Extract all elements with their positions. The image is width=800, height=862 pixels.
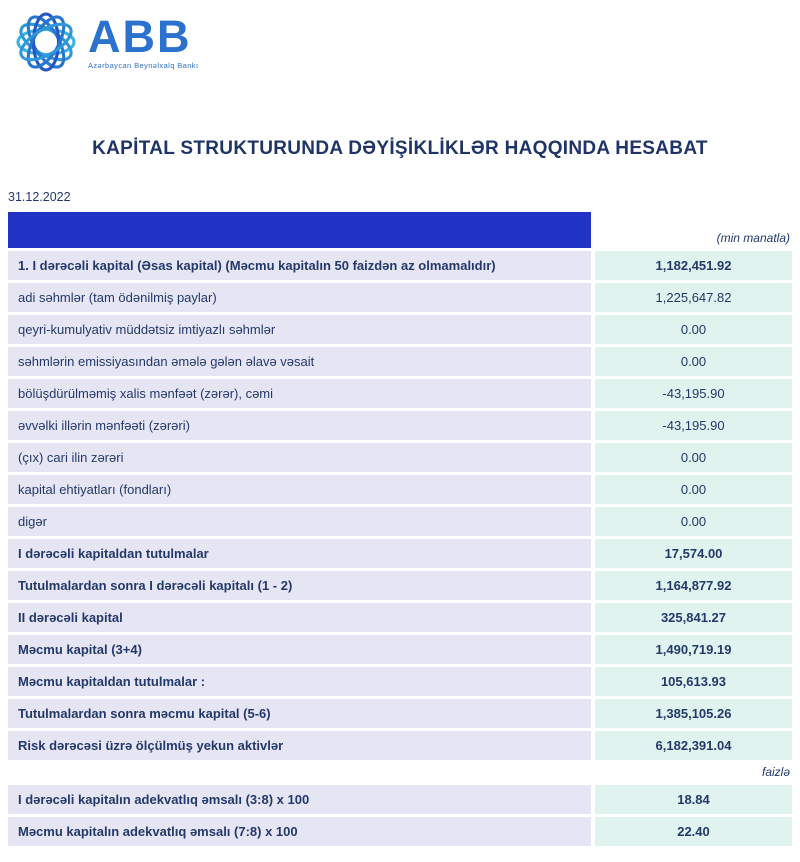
unit-note: (min manatla) — [716, 231, 790, 245]
row-value: -43,195.90 — [595, 411, 792, 440]
page-header — [0, 0, 800, 80]
row-value: 6,182,391.04 — [595, 731, 792, 760]
table-row — [8, 507, 792, 536]
row-value: 18.84 — [595, 785, 792, 814]
table-row — [8, 603, 792, 632]
row-label: Məcmu kapitaldan tutulmalar : — [8, 667, 591, 696]
row-label: Tutulmalardan sonra I dərəcəli kapitalı (1 - 2) — [8, 571, 591, 600]
logo-text-block — [88, 11, 199, 71]
row-label: II dərəcəli kapital — [8, 603, 591, 632]
table-row — [8, 283, 792, 312]
row-label: I dərəcəli kapitalın adekvatlıq əmsalı (3:8) x 100 — [8, 785, 591, 814]
table-row — [8, 411, 792, 440]
row-label: adi səhmlər (tam ödənilmiş paylar) — [8, 283, 591, 312]
table-row — [8, 635, 792, 664]
percent-note: faizlə — [761, 765, 790, 779]
row-value: 1,225,647.82 — [595, 283, 792, 312]
row-value: 17,574.00 — [595, 539, 792, 568]
row-value: 1,182,451.92 — [595, 251, 792, 280]
row-label: I dərəcəli kapitaldan tutulmalar — [8, 539, 591, 568]
capital-table — [8, 212, 792, 846]
row-label: səhmlərin emissiyasından əmələ gələn əlavə vəsait — [8, 347, 591, 376]
row-value: 0.00 — [595, 475, 792, 504]
row-value: 0.00 — [595, 347, 792, 376]
abb-logo — [10, 6, 198, 78]
row-label: əvvəlki illərin mənfəəti (zərəri) — [8, 411, 591, 440]
table-row — [8, 699, 792, 728]
table-row — [8, 571, 792, 600]
table-row — [8, 379, 792, 408]
table-row — [8, 251, 792, 280]
row-value: 325,841.27 — [595, 603, 792, 632]
row-label: Tutulmalardan sonra məcmu kapital (5-6) — [8, 699, 591, 728]
ratio-row — [8, 817, 792, 846]
logo-wordmark: ABB — [88, 11, 192, 63]
table-row — [8, 667, 792, 696]
table-header — [8, 212, 792, 248]
abb-knot-icon — [10, 6, 82, 78]
row-value: 1,385,105.26 — [595, 699, 792, 728]
report-title: KAPİTAL STRUKTURUNDA DƏYİŞİKLİKLƏR HAQQINDA HESABAT — [92, 138, 708, 159]
row-label: Məcmu kapitalın adekvatlıq əmsalı (7:8) x 100 — [8, 817, 591, 846]
row-value: 0.00 — [595, 443, 792, 472]
logo-subtitle: Azərbaycan Beynəlxalq Bankı — [88, 61, 199, 71]
table-row — [8, 539, 792, 568]
table-row — [8, 731, 792, 760]
table-row — [8, 475, 792, 504]
table-row — [8, 315, 792, 344]
row-label: 1. I dərəcəli kapital (Əsas kapital) (Məcmu kapitalın 50 faizdən az olmamalıdır) — [8, 251, 591, 280]
header-blue-bar — [8, 212, 591, 248]
row-label: bölüşdürülməmiş xalis mənfəət (zərər), cəmi — [8, 379, 591, 408]
row-value: 1,490,719.19 — [595, 635, 792, 664]
row-value: 0.00 — [595, 507, 792, 536]
table-row — [8, 347, 792, 376]
row-value: 1,164,877.92 — [595, 571, 792, 600]
row-label: (çıx) cari ilin zərəri — [8, 443, 591, 472]
table-row — [8, 443, 792, 472]
report-date: 31.12.2022 — [8, 190, 71, 204]
row-value: 105,613.93 — [595, 667, 792, 696]
row-label: Risk dərəcəsi üzrə ölçülmüş yekun aktivlər — [8, 731, 591, 760]
ratio-row — [8, 785, 792, 814]
row-label: Məcmu kapital (3+4) — [8, 635, 591, 664]
row-label: qeyri-kumulyativ müddətsiz imtiyazlı səhmlər — [8, 315, 591, 344]
row-label: digər — [8, 507, 591, 536]
row-label: kapital ehtiyatları (fondları) — [8, 475, 591, 504]
row-value: -43,195.90 — [595, 379, 792, 408]
row-value: 0.00 — [595, 315, 792, 344]
row-value: 22.40 — [595, 817, 792, 846]
